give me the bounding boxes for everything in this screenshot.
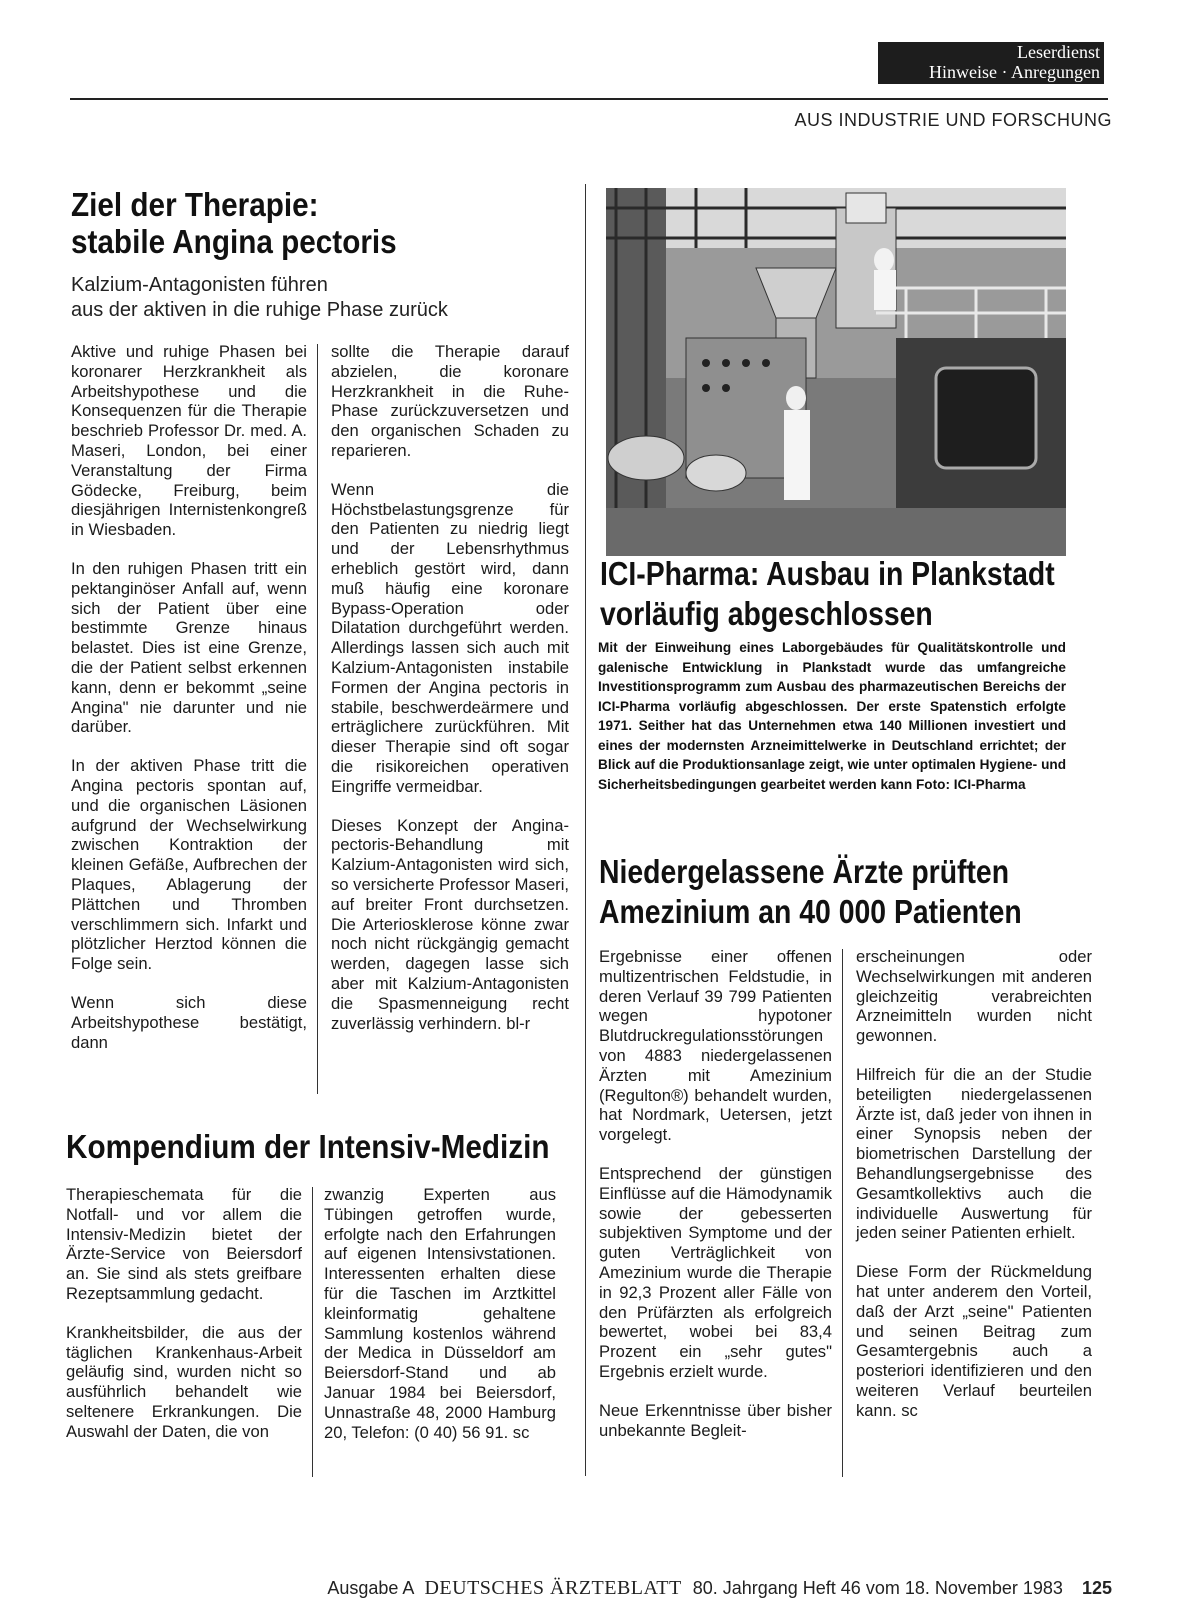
article1-title-line1: Ziel der Therapie: xyxy=(71,186,319,223)
section-title: AUS INDUSTRIE UND FORSCHUNG xyxy=(794,110,1112,130)
article4-col2-para2: Hilfreich für die an der Studie beteiligten niedergelassenen Ärzte ist, daß jeder von ihnen in einer Synopsis neben der biometrischen Darstellung der Behandlungsergebnisse des Gesamtkollektivs auch die individuelle Auswertung für jeden seiner Patienten erhielt. xyxy=(856,1064,1092,1243)
article4-col1-para3: Neue Erkenntnisse über bisher unbekannte Begleit- xyxy=(599,1400,832,1440)
article1-col2-para2: Wenn die Höchstbelastungsgrenze für den Patienten zu niedrig liegt und der Lebensrhythmus erheblich gestört wird, dann muß häufig eine koronare Bypass-Operation oder Dilatation durchgeführt werden. Allerdings lassen sich auch mit Kalzium-Antagonisten instabile Formen der Angina pectoris in stabile, beschwerdeärmere und erträglichere zurückführen. Mit dieser Therapie sind oft sogar die risikoreichen operativen Eingriffe vermeidbar. xyxy=(331,479,569,796)
article2-col1-para1: Therapieschemata für die Notfall- und vor allem die Intensiv-Medizin bietet der Ärzte-Service von Beiersdorf an. Sie sind als stets greifbare Rezeptsammlung gedacht. xyxy=(66,1185,302,1303)
footer-issue: 80. Jahrgang Heft 46 vom 18. November 1983 xyxy=(692,1578,1063,1598)
reader-service-box xyxy=(878,42,1104,84)
reader-service-line2: Hinweise · Anregungen xyxy=(929,62,1100,82)
article1-col1-para4: Wenn sich diese Arbeitshypothese bestätigt, dann xyxy=(71,992,307,1052)
article1-title-line2: stabile Angina pectoris xyxy=(71,223,397,260)
article2-col1-para2: Krankheitsbilder, die aus der täglichen Krankenhaus-Arbeit geläufig sind, wurden nicht so ausführlich behandelt wie seltenere Erkrankungen. Die Auswahl der Daten, die von xyxy=(66,1322,302,1441)
footer-edition: Ausgabe A xyxy=(327,1578,414,1598)
article1-col2-para1: sollte die Therapie darauf abzielen, die koronare Herzkrankheit in die Ruhe-Phase zurückzuversetzen und den organischen Schaden zu reparieren. xyxy=(331,342,569,460)
article1-subtitle-line2: aus der aktiven in die ruhige Phase zurück xyxy=(71,299,448,321)
article1-column1 xyxy=(71,342,307,1071)
article2-column-rule xyxy=(312,1187,313,1477)
right-column-rule xyxy=(585,184,586,1476)
article4-col1-para2: Entsprechend der günstigen Einflüsse auf die Hämodynamik sowie der gebesserten subjektiven Symptome und der guten Verträglichkeit von Amezinium wurde die Therapie in 92,3 Prozent aller Fälle von den Prüfärzten als erfolgreich bewertet, wobei bei 83,4 Prozent ein „sehr gutes" Ergebnis erzielt wurde. xyxy=(599,1163,832,1381)
article4-column2 xyxy=(856,947,1092,1440)
article4-title-line2: Amezinium an 40 000 Patienten xyxy=(599,893,1022,930)
article4-col1-para1: Ergebnisse einer offenen multizentrischen Feldstudie, in deren Verlauf 39 799 Patienten wegen hypotoner Blutdruckregulationsstörungen von 4883 niedergelassenen Ärzten mit Amezinium (Regulton®) behandelt wurden, hat Nordmark, Uetersen, jetzt vorgelegt. xyxy=(599,947,832,1145)
page-number: 125 xyxy=(1081,1578,1112,1598)
article1-col1-para3: In der aktiven Phase tritt die Angina pectoris spontan auf, und die organischen Läsionen aufgrund der Wechselwirkung zwischen Kontraktion der kleinen Gefäße, Aufbrechen der Plaques, Ablagerung der Plättchen und Thromben verschlimmern sich. Infarkt und plötzlicher Herztod können die Folge sein. xyxy=(71,756,307,974)
article1-subtitle xyxy=(71,273,448,323)
article4-column-rule xyxy=(842,949,843,1477)
article4-title xyxy=(599,852,1022,932)
article1-subtitle-line1: Kalzium-Antagonisten führen xyxy=(71,274,328,296)
article4-col2-para3: Diese Form der Rückmeldung hat unter anderem den Vorteil, daß der Arzt „seine" Patienten und seinen Beitrag zum Gesamtergebnis auch a posteriori identifizieren und den weiteren Verlauf beurteilen kann. sc xyxy=(856,1262,1092,1420)
article2-column1 xyxy=(66,1185,302,1461)
article3-title-line1: ICI-Pharma: Ausbau in Plankstadt xyxy=(600,555,1055,592)
article2-column2 xyxy=(324,1185,556,1461)
article1-col1-para1: Aktive und ruhige Phasen bei koronarer Herzkrankheit als Arbeitshypothese und die Konsequenzen für die Therapie beschrieb Professor Dr. med. A. Maseri, London, bei einer Veranstaltung der Firma Gödecke, Freiburg, beim diesjährigen Internistenkongreß in Wiesbaden. xyxy=(71,342,307,540)
article1-title xyxy=(71,186,397,260)
article1-column2 xyxy=(331,342,569,1052)
header-rule xyxy=(70,98,1108,100)
article4-title-line1: Niedergelassene Ärzte prüften xyxy=(599,853,1010,890)
article2-col2-para1: zwanzig Experten aus Tübingen getroffen wurde, erfolgte nach den Erfahrungen auf eigenen Intensivstationen. Interessenten erhalten diese für die Taschen im Arztkittel kleinformatig gehaltene Sammlung kostenlos während der Medica in Düsseldorf am Beiersdorf-Stand und ab Januar 1984 bei Beiersdorf, Unnastraße 48, 2000 Hamburg 20, Telefon: (0 40) 56 91. sc xyxy=(324,1185,556,1442)
article2-title: Kompendium der Intensiv-Medizin xyxy=(66,1128,550,1165)
footer-magazine: DEUTSCHES ÄRZTEBLATT xyxy=(424,1577,682,1599)
article3-title xyxy=(600,554,1055,634)
article1-col1-para2: In den ruhigen Phasen tritt ein pektanginöser Anfall auf, wenn sich der Patient über eine bestimmte Grenze hinaus belastet. Dies ist eine Grenze, die der Patient selbst erkennen kann, denn er bekommt „seine Angina" nie darunter und nie darüber. xyxy=(71,558,307,737)
article3-caption: Mit der Einweihung eines Laborgebäudes für Qualitätskontrolle und galenische Entwicklung in Plankstadt wurde das umfangreiche Investitionsprogramm zum Ausbau des pharmazeutischen Bereichs der ICI-Pharma vorläufig abgeschlossen. Der erste Spatenstich erfolgte 1971. Seither hat das Unternehmen etwa 140 Millionen investiert und eines der modernsten Arzneimittelwerke in Deutschland errichtet; der Blick auf die Produktionsanlage zeigt, wie unter optimalen Hygiene- und Sicherheitsbedingungen gearbeitet werden kann Foto: ICI-Pharma xyxy=(598,640,1066,792)
article4-col2-para1: erscheinungen oder Wechselwirkungen mit anderen gleichzeitig verabreichten Arzneimitteln wurden nicht gewonnen. xyxy=(856,947,1092,1046)
article1-col2-para3: Dieses Konzept der Angina-pectoris-Behandlung mit Kalzium-Antagonisten wird sich, so versicherte Professor Maseri, auf breiter Front durchsetzen. Die Arteriosklerose könne zwar noch nicht rückgängig gemacht werden, dagegen lasse sich aber mit Kalzium-Antagonisten die Spasmenneigung recht zuverlässig verhindern. bl-r xyxy=(331,815,569,1033)
page-footer xyxy=(0,1577,1112,1600)
reader-service-line1: Leserdienst xyxy=(1017,42,1100,62)
article1-column-rule xyxy=(317,344,318,1094)
article4-column1 xyxy=(599,947,832,1459)
article3-title-line2: vorläufig abgeschlossen xyxy=(600,595,933,632)
production-plant-photo xyxy=(606,188,1066,556)
